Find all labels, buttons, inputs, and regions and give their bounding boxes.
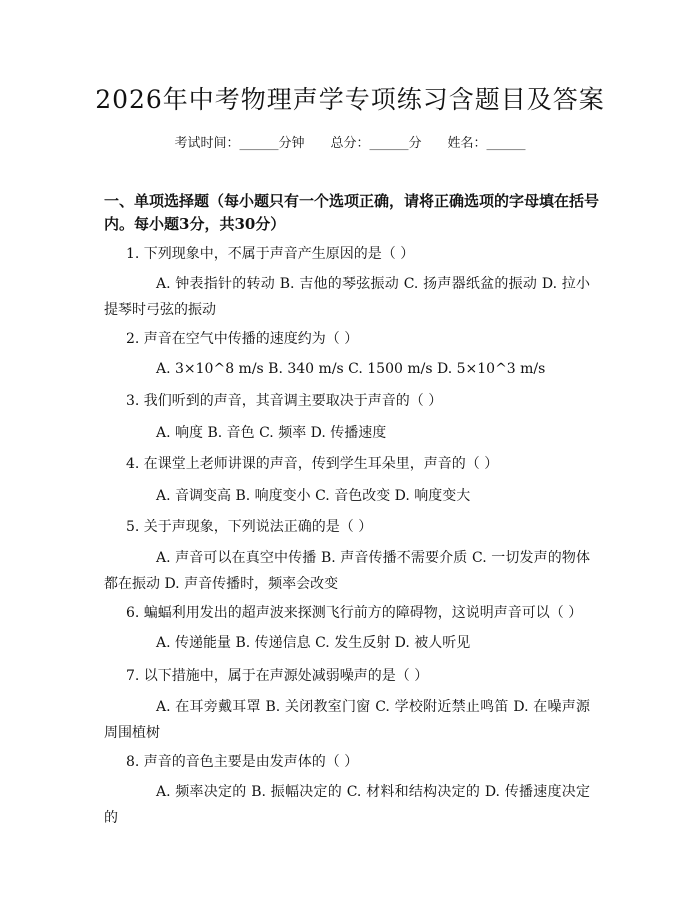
question-stem: 8. 声音的音色主要是由发声体的（ ） (126, 754, 359, 770)
question-options: A. 声音可以在真空中传播 B. 声音传播不需要介质 C. 一切发声的物体都在振动 D. 声音传播时，频率会改变 (104, 550, 590, 592)
exam-meta (0, 132, 700, 151)
question-options: A. 频率决定的 B. 振幅决定的 C. 材料和结构决定的 D. 传播速度决定的 (104, 784, 590, 826)
question-options: A. 传递能量 B. 传递信息 C. 发生反射 D. 被人听见 (156, 635, 471, 651)
page-title: 2026年中考物理声学专项练习含题目及答案 (95, 85, 605, 114)
question-stem: 7. 以下措施中，属于在声源处减弱噪声的是（ ） (126, 668, 429, 684)
exam-time-field: 考试时间：______分钟 (174, 136, 305, 151)
question-options: A. 音调变高 B. 响度变小 C. 音色改变 D. 响度变大 (156, 488, 471, 504)
question-options: A. 3×10^8 m/s B. 340 m/s C. 1500 m/s D. 5×10^3 m/s (156, 361, 546, 377)
question-options: A. 响度 B. 音色 C. 频率 D. 传播速度 (156, 425, 387, 441)
section-heading: 一、单项选择题（每小题只有一个选项正确，请将正确选项的字母填在括号内。每小题3分，共30分） (104, 192, 600, 233)
question-stem: 2. 声音在空气中传播的速度约为（ ） (126, 331, 359, 347)
question-stem: 1. 下列现象中，不属于声音产生原因的是（ ） (126, 246, 415, 262)
total-score-field: 总分：______分 (330, 136, 422, 151)
question-stem: 5. 关于声现象，下列说法正确的是（ ） (126, 519, 373, 535)
question-options: A. 钟表指针的转动 B. 吉他的琴弦振动 C. 扬声器纸盆的振动 D. 拉小提琴时弓弦的振动 (104, 276, 590, 318)
question-stem: 4. 在课堂上老师讲课的声音，传到学生耳朵里，声音的（ ） (126, 456, 499, 472)
student-name-field: 姓名：______ (447, 136, 526, 151)
question-stem: 3. 我们听到的声音，其音调主要取决于声音的（ ） (126, 393, 443, 409)
question-options: A. 在耳旁戴耳罩 B. 关闭教室门窗 C. 学校附近禁止鸣笛 D. 在噪声源周围植树 (104, 699, 590, 741)
question-stem: 6. 蝙蝠利用发出的超声波来探测飞行前方的障碍物，这说明声音可以（ ） (126, 605, 583, 621)
